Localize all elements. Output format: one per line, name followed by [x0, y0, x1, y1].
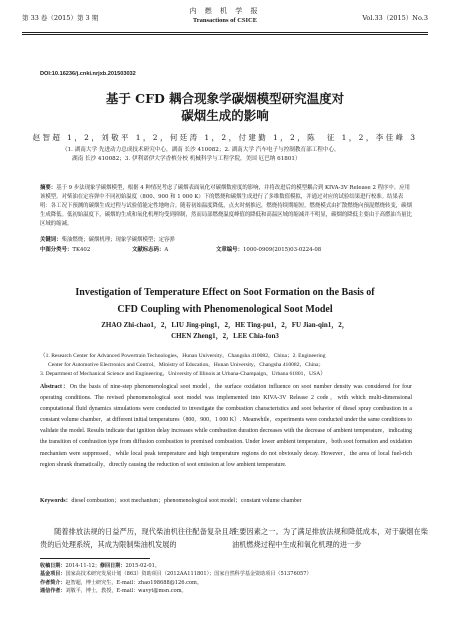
en-title-line1: Investigation of Temperature Effect on Soot Formation on the Basis of — [75, 287, 375, 298]
en-abstract — [40, 382, 412, 471]
footnote-rule — [40, 558, 150, 559]
article-number: 文章编号：1000-0909(2015)03-0224-08 — [216, 247, 322, 253]
cn-affiliation-line1: （1. 湖南大学 先进动力总成技术研究中心，湖南 长沙 410082；2. 湖南大学 汽车电子与控制教育部工程中心， — [62, 147, 340, 153]
clc-number: 中图分类号：TK402 — [40, 247, 91, 253]
en-title-line2: CFD Coupling with Phenomenological Soot Model — [117, 304, 333, 315]
en-affiliation-line1: （1. Research Center for Advanced Powertrain Technologies，Hunan University，Changsha 410082，China；2. Engineering — [40, 353, 326, 359]
en-affiliations — [40, 352, 412, 378]
header-volume-en: Vol.33（2015）No.3 — [362, 14, 428, 22]
en-title — [0, 284, 450, 318]
en-abstract-text: On the basis of nine-step phenomenological soot model，the surface oxidation influence on soot number density was considered for four operating conditions. The revised phenomenological soot model was implemented into KIVA-3V Release 2 code，with which multi-dimensional computational fluid dynamics simulations were conducted to investigate the combustion characteristics and soot behavior of diesel spray combustion in a constant volume chamber，at different initial temperatures（800，900，1 000 K）. Meanwhile，experiments were conducted under the same conditions to validate the model. Results indicate that ignition delay increases while combustion duration decreases with the decrease of ambient temperature，indicating the transition of combustion type from diffusion combustion to premixed combustion. Under lower ambient temperature，both soot formation and oxidation mechanism were suppressed，while local peak temperature and high temperature regions do not obviously decay. However，the area of local fuel-rich region shrank dramatically，directly causing the reduction of soot emission at low ambient temperature. — [40, 384, 412, 468]
cn-abstract-label: 摘要： — [40, 185, 57, 191]
body-right-text: 主要因素之一。为了满足排放法规和降低成本，对于碳烟在柴油机燃烧过程中生成和氧化机理的进一步 — [232, 527, 428, 549]
document-code: 文献标志码：A — [132, 247, 169, 253]
en-affiliation-line3: 3. Department of Mechanical Science and Engineering，University of Illinois at Urbana-Champaign，Urbana 61801，USA） — [40, 370, 326, 377]
footnote-dates: 收稿日期：2014-11-12；修回日期：2015-02-01。 — [40, 563, 160, 569]
body-column-left — [40, 525, 236, 551]
en-keywords-text: diesel combustion；soot mechanism；phenomenological soot model；constant volume chamber — [71, 498, 302, 504]
en-authors — [0, 320, 450, 342]
cn-title-line1: 基于 CFD 耦合现象学碳烟模型研究温度对 — [105, 91, 345, 106]
en-keywords-label: Keywords： — [40, 498, 72, 504]
doi: DOI:10.16236/j.cnki.nrjxb.201503032 — [40, 71, 136, 77]
cn-keywords — [40, 236, 412, 245]
header-rule-bottom — [22, 34, 428, 35]
footnote-author: 作者简介：赵智超，博士研究生，E-mail：zhao198688@126.com。 — [40, 579, 202, 586]
header-rule-top — [22, 32, 428, 33]
cn-authors: 赵智超 1，2，刘敬平 1，2，何廷涛 1，2，付建勤 1，2，陈 征 1，2，李佳峰 3 — [32, 133, 418, 142]
header-journal-en: Transactions of CSICE — [192, 17, 258, 24]
en-keywords — [40, 496, 412, 507]
cn-abstract — [40, 184, 412, 229]
en-authors-line2: CHEN Zheng1，2，LEE Chia-fon3 — [171, 332, 279, 340]
en-affiliation-line2: Center for Automotive Electronics and Control，Ministry of Education，Hunan University，Changsha 410082，China； — [48, 361, 325, 368]
footnote-fund: 基金项目：国家高技术研究发展计划（863）资助项目（2012AA111801）；国家自然科学基金资助项目（51376057） — [40, 571, 312, 578]
body-left-text: 随着排放法规的日益严历，现代柴油机往往配备复杂且昂贵的后处理系统，其成为限制柴油机发展的 — [40, 527, 236, 549]
en-authors-line1: ZHAO Zhi-chao1，2，LIU Jing-ping1，2，HE Ting-pu1，2，FU Jian-qin1，2， — [101, 321, 349, 329]
running-header — [0, 0, 450, 30]
footnote-contact: 通信作者：刘敬平，博士，教授，E-mail：wavyt@msn.com。 — [40, 587, 187, 594]
footnotes — [40, 562, 420, 595]
cn-title-line2: 碳烟生成的影响 — [181, 108, 269, 123]
en-abstract-label: Abstract： — [40, 384, 70, 390]
cn-keywords-label: 关键词： — [40, 237, 62, 243]
cn-abstract-text: 基于 9 步法现象学碳烟模型，根据 4 种情况考虑了碳烟表面氧化对碳烟数密度的影响，并将改进后的模型耦合到 KIVA-3V Release 2 程序中。应用该模型，对柴油在定容弹中不同初始温度（800、900 和 1 000 K）下的燃烧和碳烟生成进行了多维数值模拟，并通过对应的试验结果进行校准。结果表明：各工况下预测的碳烟生成过程与试验值能定性地吻合。随着初始温度降低，点火时刻推迟，燃烧持续期缩短，燃烧模式由扩散燃烧向预混燃烧转变，碳烟生成降低。低初始温度下，碳烟的生成和氧化机理均受到抑制，然而局部燃烧温度峰值的降低和高温区域的缩减并不明显，碳烟的降低主要由于高燃油当量比区域的缩减。 — [40, 185, 412, 227]
cn-affiliation-line2: 湖南 长沙 410082；3. 伊利诺伊大学香槟分校 机械科学与工程学院，美国 厄巴纳 61801） — [72, 156, 301, 162]
cn-title — [0, 90, 450, 124]
header-journal-cn: 内 燃 机 学 报 — [189, 7, 261, 15]
header-volume-cn: 第 33 卷（2015）第 3 期 — [22, 14, 99, 22]
cn-keywords-text: 柴油燃烧；碳烟机理；现象学碳烟模型；定容弹 — [61, 237, 175, 243]
body-column-right — [232, 525, 428, 551]
cn-affiliations — [62, 146, 402, 164]
